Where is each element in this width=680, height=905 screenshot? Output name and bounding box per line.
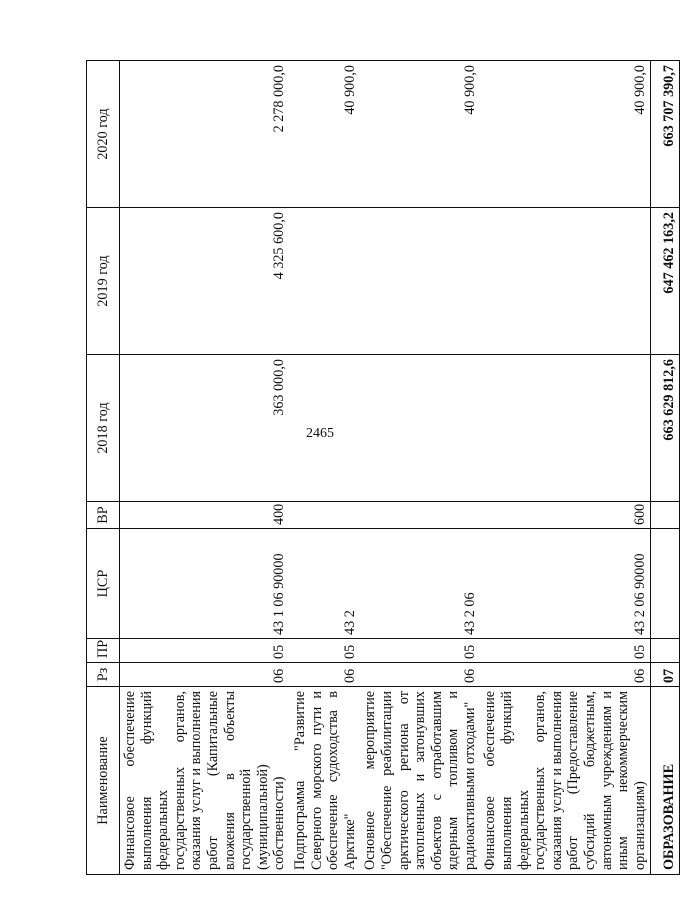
row-csr: 43 2 06 [360,529,480,639]
row-vr: 400 [120,502,290,529]
budget-table [86,60,680,875]
row-2018: 363 000,0 [120,355,290,502]
header-name: Наименование [87,687,120,875]
total-pr [651,639,680,663]
header-2020: 2020 год [87,61,120,208]
row-2019 [290,208,360,355]
header-pr: ПР [87,639,120,663]
row-pr: 05 [480,639,650,663]
header-2018: 2018 год [87,355,120,502]
row-2020: 40 900,0 [290,61,360,208]
row-csr: 43 1 06 90000 [120,529,290,639]
table-header-row [87,61,120,875]
table-row [290,61,360,875]
row-rz: 06 [120,663,290,687]
header-rz: Рз [87,663,120,687]
total-row [651,61,680,875]
table-row [360,61,480,875]
row-2018 [480,355,650,502]
header-csr: ЦСР [87,529,120,639]
row-name: Основное мероприятие "Обеспечение реабилитации арктического региона от затопленных и затонувших объектов с отработавшим ядерным топливом и радиоактивными отходами" [360,687,480,875]
row-rz: 06 [290,663,360,687]
row-name: Финансовое обеспечение выполнения функций федеральных государственных органов, оказания услуг и выполнения работ (Предоставление субсидий бюджетным, автономным учреждениям и иным некоммерческим организациям) [480,687,650,875]
row-pr: 05 [290,639,360,663]
total-csr [651,529,680,639]
total-rz: 07 [651,663,680,687]
row-vr: 600 [480,502,650,529]
row-2019 [480,208,650,355]
row-2020: 40 900,0 [360,61,480,208]
total-2019: 647 462 163,2 [651,208,680,355]
total-name: ОБРАЗОВАНИЕ [651,687,680,875]
total-2018: 663 629 812,6 [651,355,680,502]
row-2020: 2 278 000,0 [120,61,290,208]
row-rz: 06 [480,663,650,687]
row-pr: 05 [360,639,480,663]
header-2019: 2019 год [87,208,120,355]
row-vr [290,502,360,529]
row-2020: 40 900,0 [480,61,650,208]
row-2019: 4 325 600,0 [120,208,290,355]
row-2018 [290,355,360,502]
row-2019 [360,208,480,355]
row-vr [360,502,480,529]
page-number: 2465 [306,426,334,441]
row-name: Подпрограмма "Развитие Северного морского пути и обеспечение судоходства в Арктике" [290,687,360,875]
header-vr: ВР [87,502,120,529]
budget-table-rotated [86,60,677,875]
table-row [480,61,650,875]
total-2020: 663 707 390,7 [651,61,680,208]
row-rz: 06 [360,663,480,687]
table-row [120,61,290,875]
total-vr [651,502,680,529]
row-csr: 43 2 [290,529,360,639]
row-pr: 05 [120,639,290,663]
row-name: Финансовое обеспечение выполнения функций федеральных государственных органов, оказания услуг и выполнения работ (Капитальные вложения в объекты государственной (муниципальной) собственности) [120,687,290,875]
row-csr: 43 2 06 90000 [480,529,650,639]
row-2018 [360,355,480,502]
